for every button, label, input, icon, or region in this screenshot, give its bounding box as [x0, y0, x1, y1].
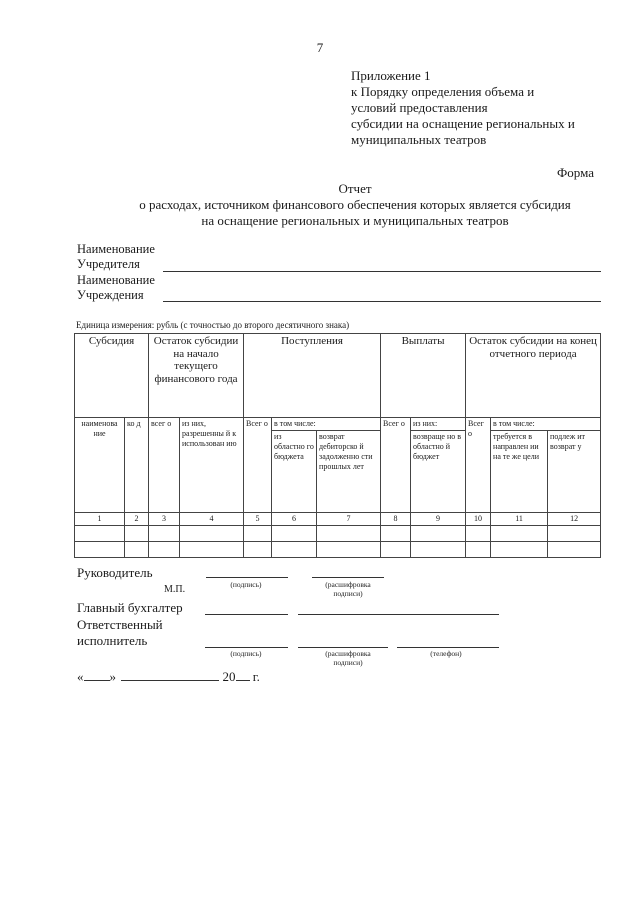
table-cell[interactable]	[180, 542, 244, 558]
column-number: 8	[381, 513, 411, 526]
col-group-payments: Выплаты	[381, 334, 466, 418]
col-receipts-total: Всег о	[244, 418, 272, 513]
sub-header-row	[75, 418, 601, 431]
col-payments-of-them: из них:	[411, 418, 466, 431]
col-closing-to-be-returned: подлеж ит возврат у	[548, 431, 601, 513]
responsible-label-line: Ответственный	[77, 617, 163, 632]
report-title-line: на оснащение региональных и муниципальных театров	[201, 213, 509, 228]
date-year-suffix: г.	[249, 669, 260, 684]
institution-name-field[interactable]	[163, 301, 601, 302]
table-cell[interactable]	[411, 526, 466, 542]
table-cell[interactable]	[548, 542, 601, 558]
column-number: 9	[411, 513, 466, 526]
col-opening-permitted: из них, разрешенны й к использован ию	[180, 418, 244, 513]
founder-label	[77, 242, 155, 272]
col-group-subsidy: Субсидия	[75, 334, 149, 418]
column-number: 10	[466, 513, 491, 526]
column-number: 1	[75, 513, 125, 526]
table-cell[interactable]	[411, 542, 466, 558]
responsible-label	[77, 617, 163, 649]
date-close-quote: »	[109, 669, 116, 684]
table-row	[75, 542, 601, 558]
decode-hint-line: (расшифровка	[325, 649, 371, 658]
responsible-name-field[interactable]	[298, 647, 388, 648]
table-cell[interactable]	[272, 542, 317, 558]
column-number: 2	[125, 513, 149, 526]
table-cell[interactable]	[491, 526, 548, 542]
table-row	[75, 526, 601, 542]
column-number: 12	[548, 513, 601, 526]
table-cell[interactable]	[381, 542, 411, 558]
column-number: 4	[180, 513, 244, 526]
table-cell[interactable]	[180, 526, 244, 542]
column-number: 5	[244, 513, 272, 526]
founder-name-field[interactable]	[163, 271, 601, 272]
decode-hint-line: подписи)	[333, 589, 363, 598]
signature-hint: (подпись)	[230, 580, 262, 589]
table-cell[interactable]	[125, 542, 149, 558]
unit-of-measure-note: Единица измерения: рубль (с точностью до второго десятичного знака)	[76, 320, 350, 330]
col-code: ко д	[125, 418, 149, 513]
date-open-quote: «	[77, 669, 84, 684]
signature-hint: (подпись)	[230, 649, 262, 658]
decode-hint	[306, 580, 390, 598]
table-cell[interactable]	[317, 526, 381, 542]
table-cell[interactable]	[317, 542, 381, 558]
responsible-label-line: исполнитель	[77, 633, 148, 648]
table-cell[interactable]	[466, 542, 491, 558]
table-cell[interactable]	[272, 526, 317, 542]
appendix-heading	[351, 68, 575, 148]
col-payments-returned-regional: возвраще но в областно й бюджет	[411, 431, 466, 513]
col-closing-required-same-goals: требуется в направлен ии на те же цели	[491, 431, 548, 513]
table-cell[interactable]	[125, 526, 149, 542]
date-line	[77, 669, 260, 685]
table-cell[interactable]	[548, 526, 601, 542]
page-number: 7	[316, 40, 324, 55]
chief-accountant-name-field[interactable]	[298, 614, 499, 615]
table-cell[interactable]	[149, 526, 180, 542]
date-year-field[interactable]	[236, 680, 250, 681]
col-receipts-regional-budget: из областно го бюджета	[272, 431, 317, 513]
head-signature-field[interactable]	[206, 577, 288, 578]
chief-accountant-signature-field[interactable]	[205, 614, 288, 615]
date-day-field[interactable]	[84, 680, 110, 681]
col-closing-including: в том числе:	[491, 418, 601, 431]
column-number-row	[75, 513, 601, 526]
responsible-phone-field[interactable]	[397, 647, 499, 648]
table-cell[interactable]	[244, 526, 272, 542]
col-payments-total: Всег о	[381, 418, 411, 513]
col-group-closing-balance: Остаток субсидии на конец отчетного периода	[466, 334, 601, 418]
decode-hint-line: (расшифровка	[325, 580, 371, 589]
institution-label-line: Учреждения	[77, 288, 144, 302]
founder-label-line: Наименование	[77, 242, 155, 256]
decode-hint	[306, 649, 390, 667]
report-title-line: о расходах, источником финансового обеспечения которых является субсидия	[139, 197, 571, 212]
form-label: Форма	[557, 165, 594, 180]
report-title	[0, 181, 640, 229]
column-number: 3	[149, 513, 180, 526]
decode-hint-line: подписи)	[333, 658, 363, 667]
head-name-decode-field[interactable]	[312, 577, 384, 578]
col-closing-total: Всег о	[466, 418, 491, 513]
table-cell[interactable]	[75, 542, 125, 558]
table-cell[interactable]	[491, 542, 548, 558]
column-number: 6	[272, 513, 317, 526]
date-month-field[interactable]	[121, 680, 219, 681]
institution-label	[77, 273, 155, 303]
col-receipts-including: в том числе:	[272, 418, 381, 431]
column-number: 11	[491, 513, 548, 526]
column-number: 7	[317, 513, 381, 526]
chief-accountant-label: Главный бухгалтер	[77, 600, 183, 615]
responsible-signature-field[interactable]	[205, 647, 288, 648]
date-year-prefix: 20	[222, 669, 236, 684]
report-title-line: Отчет	[338, 181, 372, 196]
table-cell[interactable]	[149, 542, 180, 558]
appendix-line: Приложение 1	[351, 68, 431, 83]
appendix-line: муниципальных театров	[351, 132, 487, 147]
col-group-opening-balance: Остаток субсидии на начало текущего финансового года	[149, 334, 244, 418]
phone-hint: (телефон)	[430, 649, 462, 658]
table-cell[interactable]	[244, 542, 272, 558]
group-header-row	[75, 334, 601, 418]
stamp-placeholder: М.П.	[164, 584, 186, 595]
appendix-line: субсидии на оснащение региональных и	[351, 116, 575, 131]
col-opening-total: всег о	[149, 418, 180, 513]
col-name: наименова ние	[75, 418, 125, 513]
table-cell[interactable]	[466, 526, 491, 542]
head-label: Руководитель	[77, 565, 153, 580]
appendix-line: условий предоставления	[351, 100, 488, 115]
founder-label-line: Учредителя	[77, 257, 140, 271]
report-table	[74, 333, 601, 558]
table-cell[interactable]	[75, 526, 125, 542]
table-cell[interactable]	[381, 526, 411, 542]
col-receipts-receivables-return: возврат дебиторско й задолженно сти прошлых лет	[317, 431, 381, 513]
col-group-receipts: Поступления	[244, 334, 381, 418]
appendix-line: к Порядку определения объема и	[351, 84, 535, 99]
institution-label-line: Наименование	[77, 273, 155, 287]
